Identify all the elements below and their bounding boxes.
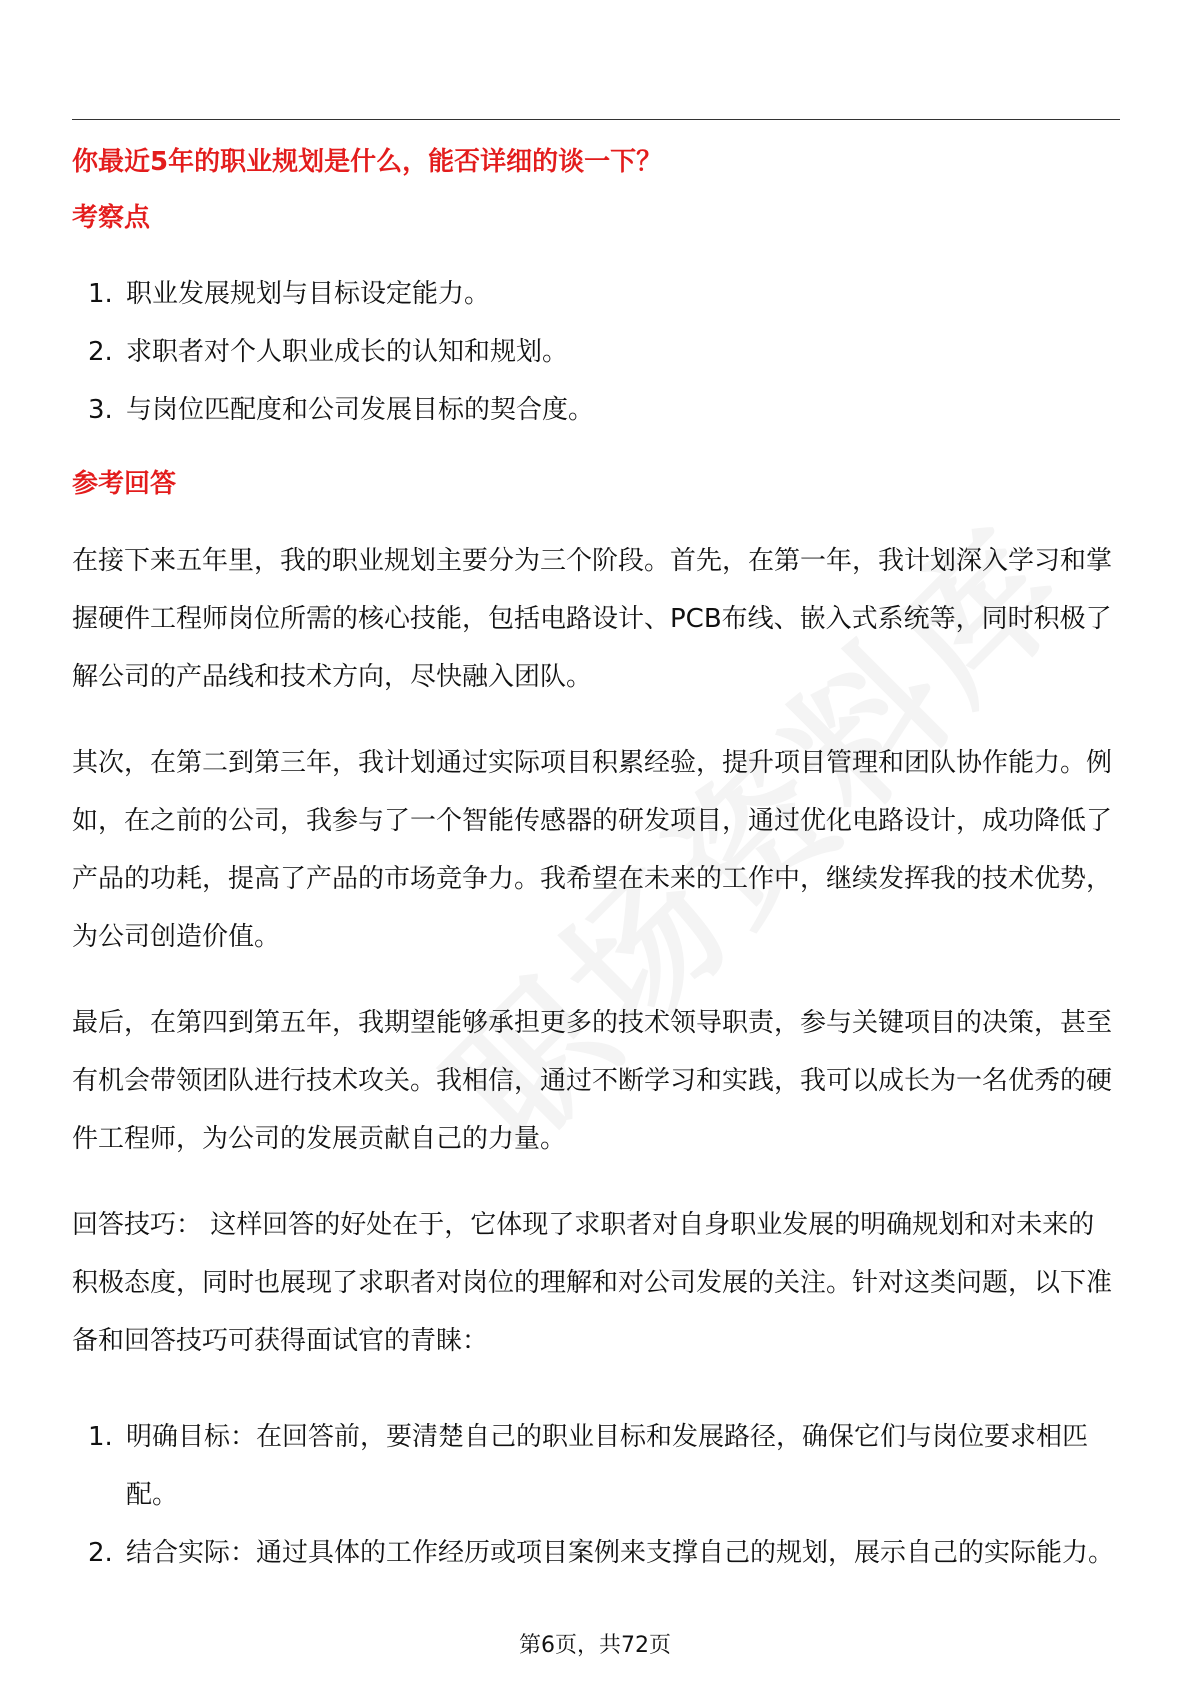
list-item (72, 265, 1120, 323)
list-item-number: 1. (88, 1422, 113, 1452)
list-item-number: 3. (88, 395, 113, 425)
answer-paragraph-3: 最后，在第四到第五年，我期望能够承担更多的技术领导职责，参与关键项目的决策，甚至有机会带领团队进行技术攻关。我相信，通过不断学习和实践，我可以成长为一名优秀的硬件工程师，为公司的发展贡献自己的力量。 (72, 1008, 1113, 1154)
list-item-text: 求职者对个人职业成长的认知和规划。 (126, 337, 569, 367)
list-item (72, 323, 1120, 381)
tips-intro-paragraph: 回答技巧： 这样回答的好处在于，它体现了求职者对自身职业发展的明确规划和对未来的积极态度，同时也展现了求职者对岗位的理解和对公司发展的关注。针对这类问题，以下准备和回答技巧可获得面试官的青睐： (72, 1210, 1113, 1356)
answer-paragraph-1: 在接下来五年里，我的职业规划主要分为三个阶段。首先，在第一年，我计划深入学习和掌握硬件工程师岗位所需的核心技能，包括电路设计、PCB布线、嵌入式系统等，同时积极了解公司的产品线和技术方向，尽快融入团队。 (72, 546, 1113, 692)
list-item-text: 明确目标：在回答前，要清楚自己的职业目标和发展路径，确保它们与岗位要求相匹配。 (126, 1422, 1089, 1510)
section-heading-points: 考察点 (72, 203, 151, 233)
list-item (72, 1524, 1120, 1582)
list-item-text: 与岗位匹配度和公司发展目标的契合度。 (126, 395, 595, 425)
top-divider (72, 119, 1120, 120)
list-item (72, 1408, 1120, 1524)
question-title: 你最近5年的职业规划是什么，能否详细的谈一下？ (72, 147, 663, 177)
list-item-text: 结合实际：通过具体的工作经历或项目案例来支撑自己的规划，展示自己的实际能力。 (126, 1538, 1115, 1568)
list-item-number: 1. (88, 279, 113, 309)
section-heading-answer: 参考回答 (72, 469, 177, 499)
list-item-number: 2. (88, 337, 113, 367)
list-item-text: 职业发展规划与目标设定能力。 (126, 279, 491, 309)
list-item-number: 2. (88, 1538, 113, 1568)
page-number: 第6页，共72页 (519, 1633, 671, 1658)
points-list (72, 265, 1120, 439)
list-item (72, 381, 1120, 439)
tips-list (72, 1408, 1120, 1582)
answer-paragraph-2: 其次，在第二到第三年，我计划通过实际项目积累经验，提升项目管理和团队协作能力。例如，在之前的公司，我参与了一个智能传感器的研发项目，通过优化电路设计，成功降低了产品的功耗，提高了产品的市场竞争力。我希望在未来的工作中，继续发挥我的技术优势，为公司创造价值。 (72, 748, 1113, 952)
